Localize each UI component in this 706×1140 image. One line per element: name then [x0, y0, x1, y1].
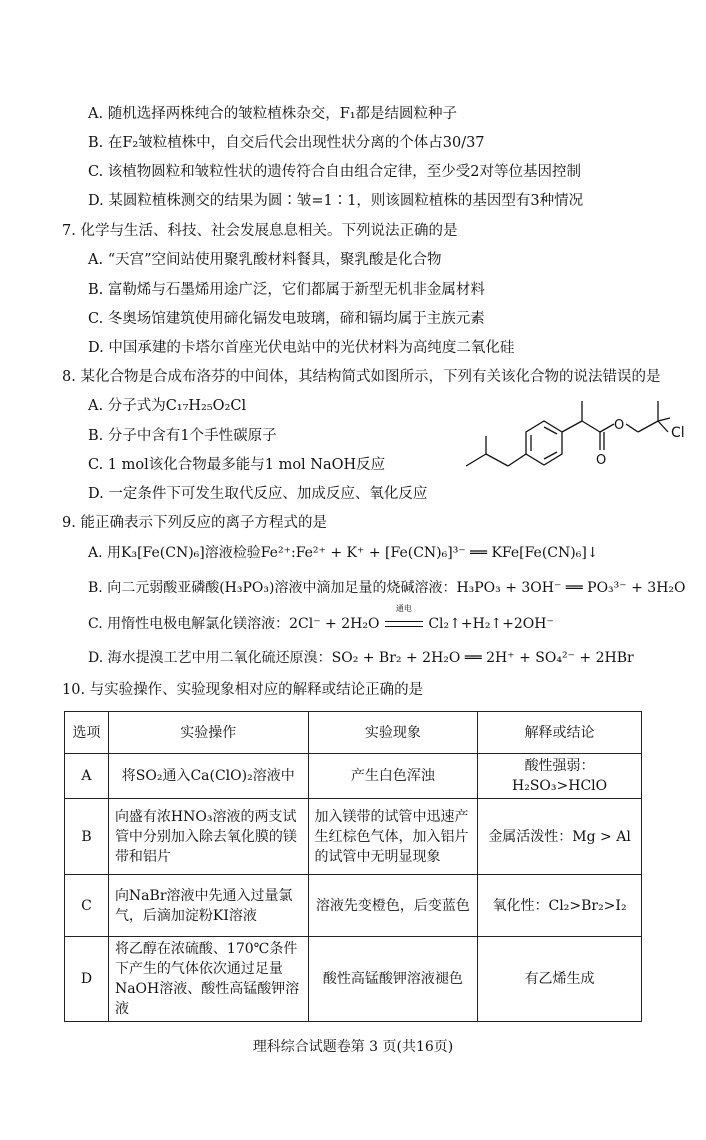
q6-option-c: C. 该植物圆粒和皱粒性状的遗传符合自由组合定律，至少受2对等位基因控制	[88, 164, 582, 180]
table-row	[65, 799, 642, 875]
row-phenomenon: 溶液先变橙色，后变蓝色	[308, 875, 478, 937]
q7-stem: 7. 化学与生活、科技、社会发展息息相关。下列说法正确的是	[62, 223, 458, 239]
electrolysis-condition: 通电	[395, 604, 412, 613]
q6-option-d: D. 某圆粒植株测交的结果为圆∶皱=1∶1，则该圆粒植株的基因型有3种情况	[88, 193, 584, 209]
table-row	[65, 937, 642, 1022]
row-conclusion: 有乙烯生成	[478, 937, 642, 1022]
row-operation: 向NaBr溶液中先通入过量氯气，后滴加淀粉KI溶液	[108, 875, 308, 937]
q9-option-c-left: C. 用惰性电极电解氯化镁溶液：2Cl⁻ + 2H₂O	[88, 616, 380, 632]
q9-option-a: A. 用K₃[Fe(CN)₆]溶液检验Fe²⁺:Fe²⁺ + K⁺ + [Fe(CN)₆]³⁻ ══ KFe[Fe(CN)₆]↓	[88, 545, 599, 561]
header-option: 选项	[65, 712, 109, 754]
table-row	[65, 875, 642, 937]
header-operation: 实验操作	[108, 712, 308, 754]
q6-option-a: A. 随机选择两株纯合的皱粒植株杂交，F₁都是结圆粒种子	[88, 106, 458, 122]
header-phenomenon: 实验现象	[308, 712, 478, 754]
q8-option-b: B. 分子中含有1个手性碳原子	[88, 428, 277, 444]
q7-option-b: B. 富勒烯与石墨烯用途广泛，它们都属于新型无机非金属材料	[88, 282, 485, 298]
row-conclusion: 金属活泼性：Mg > Al	[478, 799, 642, 875]
electrolysis-arrow	[384, 604, 424, 634]
q8-option-c: C. 1 mol该化合物最多能与1 mol NaOH反应	[88, 457, 386, 473]
chlorine-label: Cl	[671, 425, 685, 441]
q7-option-d: D. 中国承建的卡塔尔首座光伏电站中的光伏材料为高纯度二氧化硅	[88, 340, 515, 356]
q9-option-c	[88, 604, 554, 634]
row-operation: 将SO₂通入Ca(ClO)₂溶液中	[108, 754, 308, 799]
table-header-row	[65, 712, 642, 754]
row-option: D	[65, 937, 109, 1022]
q8-stem: 8. 某化合物是合成布洛芬的中间体，其结构简式如图所示，下列有关该化合物的说法错误的是	[62, 369, 661, 385]
row-phenomenon: 酸性高锰酸钾溶液褪色	[308, 937, 478, 1022]
row-option: C	[65, 875, 109, 937]
row-option: B	[65, 799, 109, 875]
q9-stem: 9. 能正确表示下列反应的离子方程式的是	[62, 515, 327, 531]
row-conclusion: 酸性强弱：H₂SO₃>HClO	[478, 754, 642, 799]
row-operation: 向盛有浓HNO₃溶液的两支试管中分别加入除去氧化膜的镁带和铝片	[108, 799, 308, 875]
q9-option-b: B. 向二元弱酸亚磷酸(H₃PO₃)溶液中滴加足量的烧碱溶液：H₃PO₃ + 3OH⁻ ══ PO₃³⁻ + 3H₂O	[88, 580, 686, 596]
carbonyl-oxygen-label: O	[596, 453, 607, 468]
row-option: A	[65, 754, 109, 799]
row-conclusion: 氧化性：Cl₂>Br₂>I₂	[478, 875, 642, 937]
q7-option-c: C. 冬奥场馆建筑使用碲化镉发电玻璃，碲和镉均属于主族元素	[88, 311, 485, 327]
table-row	[65, 754, 642, 799]
ester-oxygen-label: O	[614, 418, 625, 433]
q9-option-c-right: Cl₂↑+H₂↑+2OH⁻	[428, 616, 554, 632]
q10-stem: 10. 与实验操作、实验现象相对应的解释或结论正确的是	[62, 682, 424, 698]
q9-option-d: D. 海水提溴工艺中用二氧化硫还原溴：SO₂ + Br₂ + 2H₂O ══ 2H⁺ + SO₄²⁻ + 2HBr	[88, 650, 634, 666]
double-line-icon	[385, 621, 423, 627]
row-phenomenon: 产生白色浑浊	[308, 754, 478, 799]
q7-option-a: A. “天宫”空间站使用聚乳酸材料餐具，聚乳酸是化合物	[88, 252, 442, 268]
row-operation: 将乙醇在浓硫酸、170℃条件下产生的气体依次通过足量NaOH溶液、酸性高锰酸钾溶液	[108, 937, 308, 1022]
q8-option-a: A. 分子式为C₁₇H₂₅O₂Cl	[88, 398, 247, 414]
q6-option-b: B. 在F₂皱粒植株中，自交后代会出现性状分离的个体占30/37	[88, 135, 485, 151]
structural-formula	[462, 366, 692, 472]
row-phenomenon: 加入镁带的试管中迅速产生红棕色气体，加入铝片的试管中无明显现象	[308, 799, 478, 875]
q8-option-d: D. 一定条件下可发生取代反应、加成反应、氧化反应	[88, 486, 428, 502]
header-conclusion: 解释或结论	[478, 712, 642, 754]
page-footer: 理科综合试题卷第 3 页(共16页)	[252, 1039, 454, 1055]
experiment-table	[64, 711, 642, 1022]
